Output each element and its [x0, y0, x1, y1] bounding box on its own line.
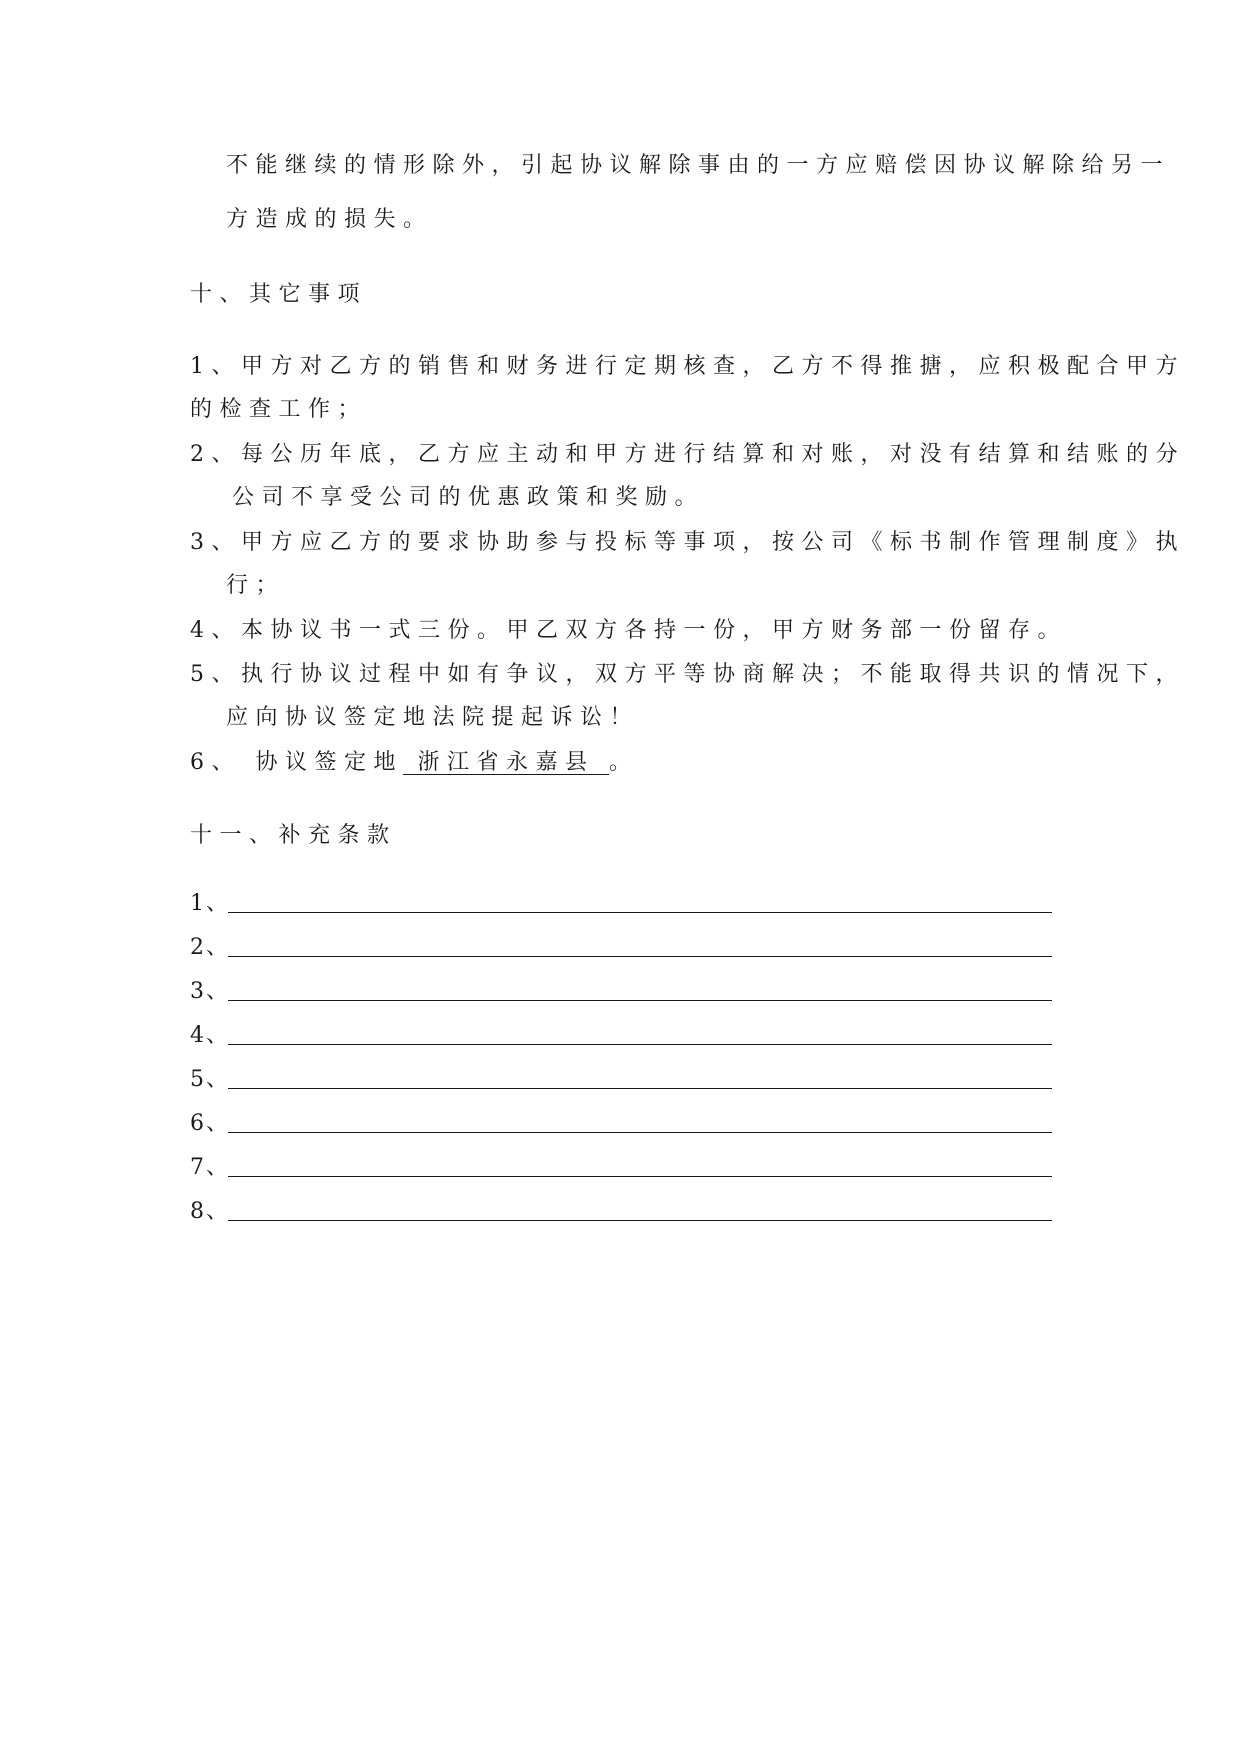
supplementary-clause-8 — [190, 1199, 1052, 1225]
clause-blank-line[interactable] — [228, 1176, 1052, 1177]
clause-number: 2、 — [190, 935, 230, 960]
section-10-item-1-line-1: 1、甲方对乙方的销售和财务进行定期核查，乙方不得推搪，应积极配合甲方 — [190, 354, 1185, 379]
clause-blank-line[interactable] — [228, 956, 1052, 957]
clause-number: 8、 — [190, 1199, 230, 1224]
clause-number: 4、 — [190, 1023, 230, 1048]
clause-number: 7、 — [190, 1155, 230, 1180]
section-10-item-3-line-2: 行； — [226, 573, 286, 598]
section-10-item-1-line-2: 的检查工作； — [190, 397, 368, 422]
clause-number: 1、 — [190, 891, 230, 916]
supplementary-clause-1 — [190, 891, 1052, 917]
section-11-heading: 十一、补充条款 — [190, 823, 397, 848]
signing-place-value: 浙江省永嘉县 — [403, 750, 609, 775]
clause-blank-line[interactable] — [228, 1044, 1052, 1045]
clause-blank-line[interactable] — [228, 1220, 1052, 1221]
section-10-item-2-line-1: 2、每公历年底，乙方应主动和甲方进行结算和对账，对没有结算和结账的分 — [190, 442, 1185, 467]
section-10-item-5-line-2: 应向协议签定地法院提起诉讼！ — [226, 705, 640, 730]
supplementary-clause-7 — [190, 1155, 1052, 1181]
continuation-line-2: 方造成的损失。 — [226, 207, 433, 232]
item-6-suffix: 。 — [609, 750, 639, 775]
item-6-prefix: 6、 协议签定地 — [190, 750, 403, 775]
section-10-item-4: 4、本协议书一式三份。甲乙双方各持一份，甲方财务部一份留存。 — [190, 618, 1067, 643]
clause-blank-line[interactable] — [228, 1132, 1052, 1133]
section-10-item-3-line-1: 3、甲方应乙方的要求协助参与投标等事项，按公司《标书制作管理制度》执 — [190, 530, 1185, 555]
section-10-item-5-line-1: 5、执行协议过程中如有争议，双方平等协商解决；不能取得共识的情况下， — [190, 662, 1185, 687]
section-10-heading: 十、其它事项 — [190, 282, 368, 307]
supplementary-clause-2 — [190, 935, 1052, 961]
clause-number: 6、 — [190, 1111, 230, 1136]
clause-blank-line[interactable] — [228, 1000, 1052, 1001]
continuation-line-1: 不能继续的情形除外，引起协议解除事由的一方应赔偿因协议解除给另一 — [226, 153, 1171, 178]
supplementary-clause-6 — [190, 1111, 1052, 1137]
section-10-item-2-line-2: 公司不享受公司的优惠政策和奖励。 — [232, 485, 705, 510]
clause-blank-line[interactable] — [228, 1088, 1052, 1089]
supplementary-clause-4 — [190, 1023, 1052, 1049]
supplementary-clause-3 — [190, 979, 1052, 1005]
clause-number: 3、 — [190, 979, 230, 1004]
section-10-item-6 — [190, 750, 639, 776]
supplementary-clause-5 — [190, 1067, 1052, 1093]
clause-blank-line[interactable] — [228, 912, 1052, 913]
clause-number: 5、 — [190, 1067, 230, 1092]
